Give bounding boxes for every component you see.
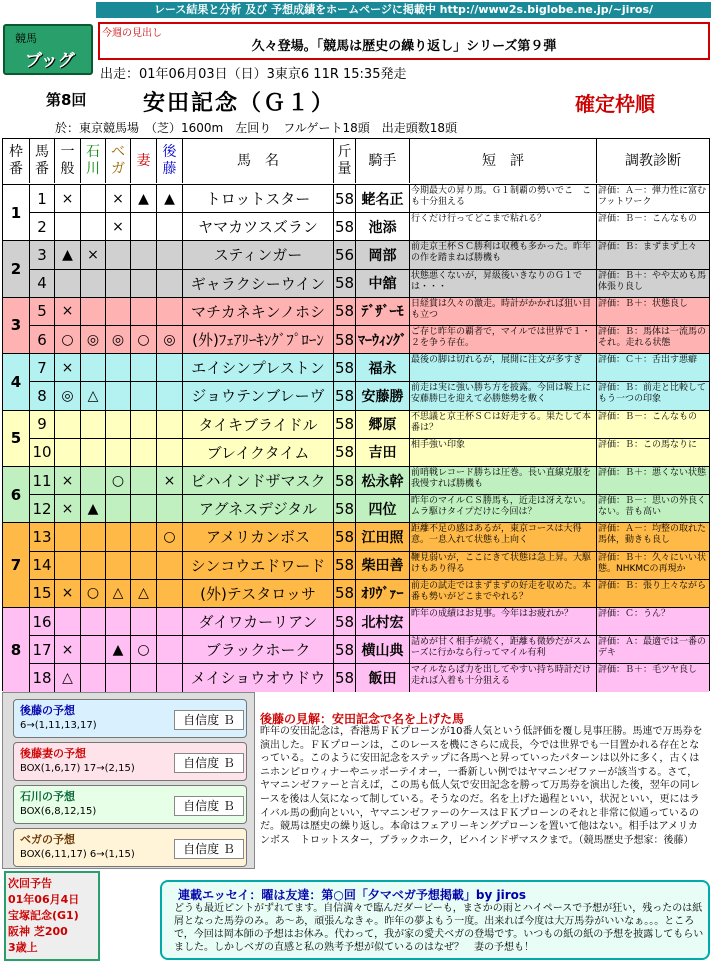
cell-goto [157, 580, 183, 607]
cell-kin: 58 [334, 382, 356, 409]
cell-ippan [55, 523, 81, 550]
cell-tsuma [131, 552, 157, 579]
cell-chokyo: 評価：Ｃ：うん？ [598, 609, 671, 619]
cell-ishikawa [81, 439, 106, 466]
cell-ippan: × [55, 185, 81, 212]
cell-no: 14 [30, 552, 55, 579]
notice-date: 01年06月4日 [8, 893, 80, 906]
confidence-badge: 自信度 Ｂ [174, 753, 244, 773]
cell-name: シンコウエドワード [183, 552, 334, 579]
cell-goto [157, 298, 183, 325]
cell-bega [106, 270, 131, 297]
confidence-badge: 自信度 Ｂ [174, 839, 244, 859]
table-row [3, 663, 709, 691]
cell-tanpyo: 最後の脚は切れるが，展開に注文が多すぎ [410, 354, 597, 381]
cell-bega: ▲ [106, 636, 131, 663]
cell-tanpyo: 距離不足の感はあるが，東京コースは大得意。一息入れて状態も上向く [410, 523, 597, 550]
notice-title: 次回予告 [8, 877, 52, 890]
cell-no: 12 [30, 495, 55, 522]
cell-kin: 58 [334, 354, 356, 381]
cell-kin: 58 [334, 552, 356, 579]
col-ippan: 一般 [55, 139, 81, 183]
cell-tanpyo: マイルならば力を出してやすい持ち時計だけ走れば入着も十分狙える [410, 664, 597, 691]
cell-kin: 58 [334, 439, 356, 466]
col-name: 馬 名 [183, 139, 334, 183]
cell-tsuma [131, 439, 157, 466]
cell-kin: 58 [334, 270, 356, 297]
cell-ishikawa [81, 664, 106, 691]
headline-box [98, 22, 710, 60]
table-row [3, 522, 709, 550]
cell-ishikawa [81, 270, 106, 297]
cell-tsuma [131, 495, 157, 522]
cell-tsuma [131, 608, 157, 635]
cell-name: ジョウテンブレーヴ [183, 382, 334, 409]
site-logo[interactable] [3, 24, 93, 75]
logo-subtitle: 競馬 [15, 32, 37, 45]
cell-chokyo: 評価：Ｂ：この馬なりに [598, 439, 698, 450]
cell-name: (外)テスタロッサ [183, 580, 334, 607]
cell-goto [157, 354, 183, 381]
cell-chokyo: 評価：Ａ－：弾力性に富むフットワーク [598, 186, 707, 207]
table-row [3, 551, 709, 579]
col-bega: ベガ [106, 139, 131, 183]
waku-number: 4 [3, 353, 30, 409]
cell-jockey: 池添 [356, 213, 410, 240]
cell-jockey: 蛯名正 [356, 185, 410, 212]
cell-tanpyo: 前走の試走ではまずまずの好走を収めた。本番も勢いがどこまでやれる？ [410, 580, 597, 607]
cell-jockey: ﾏｰｳｨﾝｸﾞ [356, 326, 410, 353]
cell-kin: 58 [334, 185, 356, 212]
cell-tsuma [131, 523, 157, 550]
cell-goto: ◎ [157, 326, 183, 353]
cell-name: ブラックホーク [183, 636, 334, 663]
cell-chokyo: 評価：Ｂ－：こんなもの [598, 411, 698, 422]
cell-no: 2 [30, 213, 55, 240]
waku-number: 6 [3, 466, 30, 522]
prediction-title: 後藤妻の予想 [20, 747, 86, 760]
cell-bega [106, 523, 131, 550]
cell-jockey: 横山典 [356, 636, 410, 663]
cell-no: 1 [30, 185, 55, 212]
table-row [3, 297, 709, 325]
cell-no: 13 [30, 523, 55, 550]
cell-kin: 58 [334, 298, 356, 325]
cell-kin: 58 [334, 636, 356, 663]
cell-ishikawa: ▲ [81, 495, 106, 522]
race-number: 第8回 [46, 91, 87, 109]
table-row [3, 410, 709, 438]
col-goto: 後藤 [157, 139, 183, 183]
cell-ippan: × [55, 580, 81, 607]
cell-name: ダイワカーリアン [183, 608, 334, 635]
table-row [3, 269, 709, 297]
race-name: 安田記念（Ｇ１） [143, 91, 336, 116]
cell-kin: 58 [334, 664, 356, 691]
cell-chokyo: 評価：Ｂ－：思いの外良くない。昔も高い [598, 496, 707, 518]
cell-no: 15 [30, 580, 55, 607]
cell-tanpyo: 昨年の成績はお見事。今年はお疲れか？ [410, 608, 597, 635]
cell-jockey: 福永 [356, 354, 410, 381]
cell-jockey: 安藤勝 [356, 382, 410, 409]
cell-bega: ◎ [106, 326, 131, 353]
cell-name: ヤマカツスズラン [183, 213, 334, 240]
cell-ippan [55, 608, 81, 635]
table-row [3, 494, 709, 522]
table-row [3, 607, 709, 635]
cell-jockey: 吉田 [356, 439, 410, 466]
cell-kin: 58 [334, 580, 356, 607]
cell-jockey: ﾃﾞｻﾞｰﾓ [356, 298, 410, 325]
cell-bega [106, 608, 131, 635]
cell-chokyo: 評価：Ｂ：張り上々ながら [598, 580, 707, 591]
cell-goto [157, 495, 183, 522]
prediction-value: 6→(1,11,13,17) [20, 720, 97, 731]
cell-goto [157, 213, 183, 240]
cell-tsuma [131, 382, 157, 409]
logo-title: ブッグ [25, 51, 75, 71]
cell-kin: 58 [334, 523, 356, 550]
cell-ishikawa: ○ [81, 580, 106, 607]
cell-jockey: 岡部 [356, 241, 410, 268]
cell-name: スティンガー [183, 241, 334, 268]
cell-ippan: × [55, 636, 81, 663]
cell-kin: 58 [334, 411, 356, 438]
cell-no: 9 [30, 411, 55, 438]
waku-number: 2 [3, 240, 30, 296]
cell-ippan: × [55, 495, 81, 522]
cell-tanpyo: 詰めが甘く相手が続く，距離も微妙だがスムーズに行かなら行ってマイル有利 [410, 636, 597, 663]
status-label: 確定枠順 [575, 92, 655, 116]
cell-tanpyo: 相手強い印象 [410, 439, 597, 466]
cell-kin: 56 [334, 241, 356, 268]
cell-tsuma [131, 411, 157, 438]
cell-bega [106, 382, 131, 409]
cell-tsuma: ○ [131, 636, 157, 663]
cell-ippan [55, 439, 81, 466]
prediction-value: BOX(6,8,12,15) [20, 806, 97, 817]
notice-class: 3歳上 [8, 941, 38, 954]
cell-name: トロットスター [183, 185, 334, 212]
cell-ishikawa [81, 298, 106, 325]
cell-goto [157, 411, 183, 438]
cell-tsuma [131, 354, 157, 381]
cell-bega: × [106, 213, 131, 240]
cell-name: メイショウオウドウ [183, 664, 334, 691]
cell-chokyo: 評価：Ｂ：前走と比較してもう一つの印象 [598, 383, 707, 405]
cell-bega: △ [106, 580, 131, 607]
cell-bega [106, 439, 131, 466]
cell-ippan: × [55, 298, 81, 325]
prediction-card [13, 785, 247, 824]
cell-no: 5 [30, 298, 55, 325]
race-conditions: 於：東京競馬場 （芝）1600m 左回り フルゲート18頭 出走頭数18頭 [55, 121, 458, 135]
cell-jockey: ｵﾘｳﾞｧｰ [356, 580, 410, 607]
prediction-panel [2, 692, 255, 869]
cell-ishikawa [81, 185, 106, 212]
cell-ippan: ◎ [55, 382, 81, 409]
opinion-title: 後藤の見解：安田記念で名を上げた馬 [260, 712, 465, 726]
cell-ishikawa [81, 411, 106, 438]
cell-ishikawa [81, 636, 106, 663]
cell-tsuma: ▲ [131, 185, 157, 212]
cell-tsuma: ○ [131, 326, 157, 353]
cell-ishikawa [81, 354, 106, 381]
cell-jockey: 江田照 [356, 523, 410, 550]
cell-chokyo: 評価：Ｂ：まずまず上々 [598, 242, 698, 253]
cell-chokyo: 評価：Ａ－：均整の取れた馬体，動きも良し [598, 524, 707, 546]
cell-ippan: × [55, 354, 81, 381]
prediction-title: ベガの予想 [20, 833, 75, 846]
col-jockey: 騎手 [356, 139, 410, 183]
prediction-card [13, 699, 247, 738]
cell-tanpyo: 前走は実に強い勝ち方を披露。今回は鞍上に安藤勝巳を迎えて必勝態勢を敷く [410, 382, 597, 409]
cell-bega [106, 241, 131, 268]
cell-no: 3 [30, 241, 55, 268]
table-row [3, 579, 709, 607]
cell-ishikawa: △ [81, 382, 106, 409]
waku-number: 7 [3, 522, 30, 607]
cell-jockey: 松永幹 [356, 467, 410, 494]
cell-bega [106, 552, 131, 579]
essay-body: どうも最近ピントがずれてます。自信満々で臨んだダービーも，まさかの雨とハイペースで予想が狂い，残ったのは紙屑となった馬券のみ。あ～あ，頑張んなきゃ。昨年の夢よもう一度。出来れば今度は大万馬券がいいなぁ。。。ところで，今回は岡本師の予想はお休み。代わって，我が家の愛犬ベガの登場です。いつもの紙の紙の予想を披露してもらいました。しかしベガの直感と私の熟考予想が似ているのはなぜ？ 妻の予想も！ [174, 903, 704, 953]
essay-title[interactable]: 連載エッセイ：曜は友達：第○回「夕マベガ予想掲載」by jiros [178, 888, 526, 902]
cell-goto: ▲ [157, 185, 183, 212]
cell-tanpyo: 前哨戦レコード勝ちは圧巻。長い直線克服を我慢すれば勝機も [410, 467, 597, 494]
col-chokyo: 調教診断 [625, 152, 681, 169]
table-row [3, 184, 709, 212]
cell-ishikawa [81, 467, 106, 494]
cell-goto: × [157, 467, 183, 494]
prediction-value: BOX(6,11,17) 6→(1,15) [20, 849, 135, 860]
notice-race: 宝塚記念(G1) [8, 909, 79, 922]
waku-number: 1 [3, 184, 30, 240]
cell-jockey: 飯田 [356, 664, 410, 691]
cell-kin: 58 [334, 213, 356, 240]
table-row [3, 325, 709, 353]
cell-no: 17 [30, 636, 55, 663]
cell-kin: 58 [334, 608, 356, 635]
cell-name: ブレイクタイム [183, 439, 334, 466]
cell-goto [157, 552, 183, 579]
cell-chokyo: 評価：Ｂ＋：毛ツヤ良し [598, 665, 698, 676]
cell-bega: ○ [106, 467, 131, 494]
table-row [3, 353, 709, 381]
next-race-notice [4, 871, 100, 961]
cell-no: 10 [30, 439, 55, 466]
cell-ishikawa: ◎ [81, 326, 106, 353]
cell-ishikawa [81, 213, 106, 240]
cell-goto [157, 664, 183, 691]
cell-goto [157, 636, 183, 663]
table-row [3, 212, 709, 240]
cell-tanpyo: 日経賞は久々の激走。時計がかかれば狙い目も立つ [410, 298, 597, 325]
cell-ishikawa [81, 552, 106, 579]
cell-no: 16 [30, 608, 55, 635]
goto-opinion [256, 706, 709, 866]
cell-tanpyo: 鞭見弱いが，ここにきて状態は急上昇。大駆けもあり得る [410, 552, 597, 579]
cell-no: 18 [30, 664, 55, 691]
cell-tsuma [131, 270, 157, 297]
cell-tanpyo: ご存じ昨年の覇者で，マイルでは世界で１・２を争う存在。 [410, 326, 597, 353]
col-kin: 斤量 [334, 139, 356, 183]
cell-bega [106, 354, 131, 381]
cell-goto [157, 241, 183, 268]
notice-course: 阪神 芝200 [8, 925, 68, 938]
cell-chokyo: 評価：Ｂ＋：やや太めも馬体張り良し [598, 270, 707, 292]
cell-ippan: △ [55, 664, 81, 691]
cell-chokyo: 評価：Ａ：最適では一番のデキ [598, 637, 707, 659]
cell-jockey: 四位 [356, 495, 410, 522]
cell-chokyo: 評価：Ｂ－：こんなもの [598, 214, 698, 225]
cell-chokyo: 評価：Ｂ＋：悪くない状態 [598, 468, 707, 478]
cell-tsuma [131, 664, 157, 691]
cell-goto: ○ [157, 523, 183, 550]
prediction-title: 後藤の予想 [20, 704, 75, 717]
table-row [3, 635, 709, 663]
cell-name: エイシンプレストン [183, 354, 334, 381]
table-row [3, 381, 709, 409]
cell-no: 6 [30, 326, 55, 353]
cell-name: (外)ﾌｪｱﾘｰｷﾝｸﾞﾌﾟﾛｰﾝ [183, 326, 334, 353]
waku-number: 3 [3, 297, 30, 353]
cell-name: マチカネキンノホシ [183, 298, 334, 325]
cell-ippan: ▲ [55, 241, 81, 268]
cell-kin: 58 [334, 467, 356, 494]
cell-tsuma: △ [131, 580, 157, 607]
cell-ishikawa [81, 523, 106, 550]
cell-ishikawa [81, 608, 106, 635]
cell-no: 4 [30, 270, 55, 297]
cell-name: タイキブライドル [183, 411, 334, 438]
cell-bega [106, 664, 131, 691]
col-tsuma: 妻 [131, 139, 157, 183]
cell-ippan [55, 270, 81, 297]
cell-no: 11 [30, 467, 55, 494]
cell-chokyo: 評価：Ｂ：馬体は一流馬のそれ。走れる状態 [598, 327, 707, 348]
cell-tanpyo: 昨年のマイルＣＳ勝馬も，近走は冴えない。ムラ駆けタイプだけに今回は？ [410, 495, 597, 522]
cell-tanpyo: 前走京王杯ＳＣ勝利は収穫も多かった。昨年の作を踏まねば勝機も [410, 241, 597, 268]
prediction-card [13, 742, 247, 781]
cell-tanpyo: 状態悪くないが，昇級後いきなりのＧ１では・・・ [410, 270, 597, 297]
cell-name: ギャラクシーウイン [183, 270, 334, 297]
cell-name: アメリカンボス [183, 523, 334, 550]
entry-table [2, 138, 710, 691]
cell-jockey: 郷原 [356, 411, 410, 438]
cell-chokyo: 評価：Ｃ＋：舌出す悪癖 [598, 355, 698, 366]
cell-ippan: ○ [55, 326, 81, 353]
prediction-title: 石川の予想 [20, 790, 75, 803]
cell-goto [157, 382, 183, 409]
waku-number: 8 [3, 607, 30, 692]
col-ishikawa: 石川 [81, 139, 106, 183]
cell-tsuma [131, 213, 157, 240]
essay-box [160, 880, 710, 960]
cell-tanpyo: 今期最大の昇り馬。Ｇ１制覇の勢いでこ こも十分狙える [410, 185, 597, 212]
cell-name: アグネスデジタル [183, 495, 334, 522]
cell-tanpyo: 行くだけ行ってどこまで粘れる？ [410, 213, 597, 240]
col-waku: 枠番 [3, 139, 30, 183]
confidence-badge: 自信度 Ｂ [174, 710, 244, 730]
cell-kin: 58 [334, 495, 356, 522]
cell-no: 8 [30, 382, 55, 409]
cell-jockey: 中舘 [356, 270, 410, 297]
cell-ippan [55, 552, 81, 579]
cell-ishikawa: × [81, 241, 106, 268]
prediction-value: BOX(1,6,17) 17→(2,15) [20, 763, 135, 774]
cell-tsuma [131, 241, 157, 268]
confidence-badge: 自信度 Ｂ [174, 796, 244, 816]
cell-bega [106, 298, 131, 325]
cell-name: ビハインドザマスク [183, 467, 334, 494]
col-tanpyo: 短 評 [410, 139, 597, 183]
table-row [3, 240, 709, 268]
cell-chokyo: 評価：Ｂ＋：久々にいい状態。NHKMCの再現か [598, 552, 707, 574]
cell-bega: × [106, 185, 131, 212]
cell-ippan: × [55, 467, 81, 494]
cell-goto [157, 608, 183, 635]
headline-text: 久々登場。「競馬は歴史の繰り返し」シリーズ第９弾 [251, 39, 557, 54]
col-uma: 馬番 [30, 139, 55, 183]
cell-no: 7 [30, 354, 55, 381]
waku-number: 5 [3, 410, 30, 466]
race-date: 出走：01年06月03日（日）3東京6 11R 15:35発走 [100, 67, 407, 82]
header-banner[interactable]: レース結果と分析 及び 予想成績をホームページに掲載中 http://www2s.biglobe.ne.jp/~jiros/ [96, 2, 711, 18]
cell-kin: 58 [334, 326, 356, 353]
cell-jockey: 柴田善 [356, 552, 410, 579]
cell-jockey: 北村宏 [356, 608, 410, 635]
prediction-card [13, 828, 247, 867]
cell-goto [157, 439, 183, 466]
cell-ippan [55, 213, 81, 240]
cell-tsuma [131, 298, 157, 325]
cell-ippan [55, 411, 81, 438]
cell-chokyo: 評価：Ｂ＋：状態良し [598, 298, 689, 309]
cell-tsuma [131, 467, 157, 494]
cell-goto [157, 270, 183, 297]
opinion-body: 昨年の安田記念は，香港馬ＦＫプローンが10番人気という低評価を覆し見事圧勝。馬連で万馬券を演出した。ＦＫプローンは，このレースを機にさらに成長，今では世界でも一目置かれる存在となっている。このように安田記念をステップに各馬へと昇っていったパターンは以外に多く，古くはニホンピロウィナーやニッポーテイオー，一番新しい例ではヤマニンゼファーが該当する。さて，ヤマニンゼファーと言えば，この馬も低人気で安田記念を勝って万馬券を演出した後，翌年の同レースを後は人気になって制している。そうなのだ。名を上げた過程といい，状況といい，更にはライバル馬の動向といい，ヤマニンゼファーのケースはＦＫプローンのそれと非常に似通っているのだ。競馬は歴史の繰り返し。本命はフェアリーキングプローンを置いて他はない。相手はアメリカンボス トロットスター，ブラックホーク，ビハインドザマスクまで。（競馬歴史予想家：後藤） [260, 726, 703, 846]
headline-label: 今週の見出し [102, 28, 162, 39]
cell-bega [106, 411, 131, 438]
table-row [3, 438, 709, 466]
cell-tanpyo: 不思議と京王杯ＳＣは好走する。果たして本番は？ [410, 411, 597, 438]
cell-bega [106, 495, 131, 522]
table-row [3, 466, 709, 494]
